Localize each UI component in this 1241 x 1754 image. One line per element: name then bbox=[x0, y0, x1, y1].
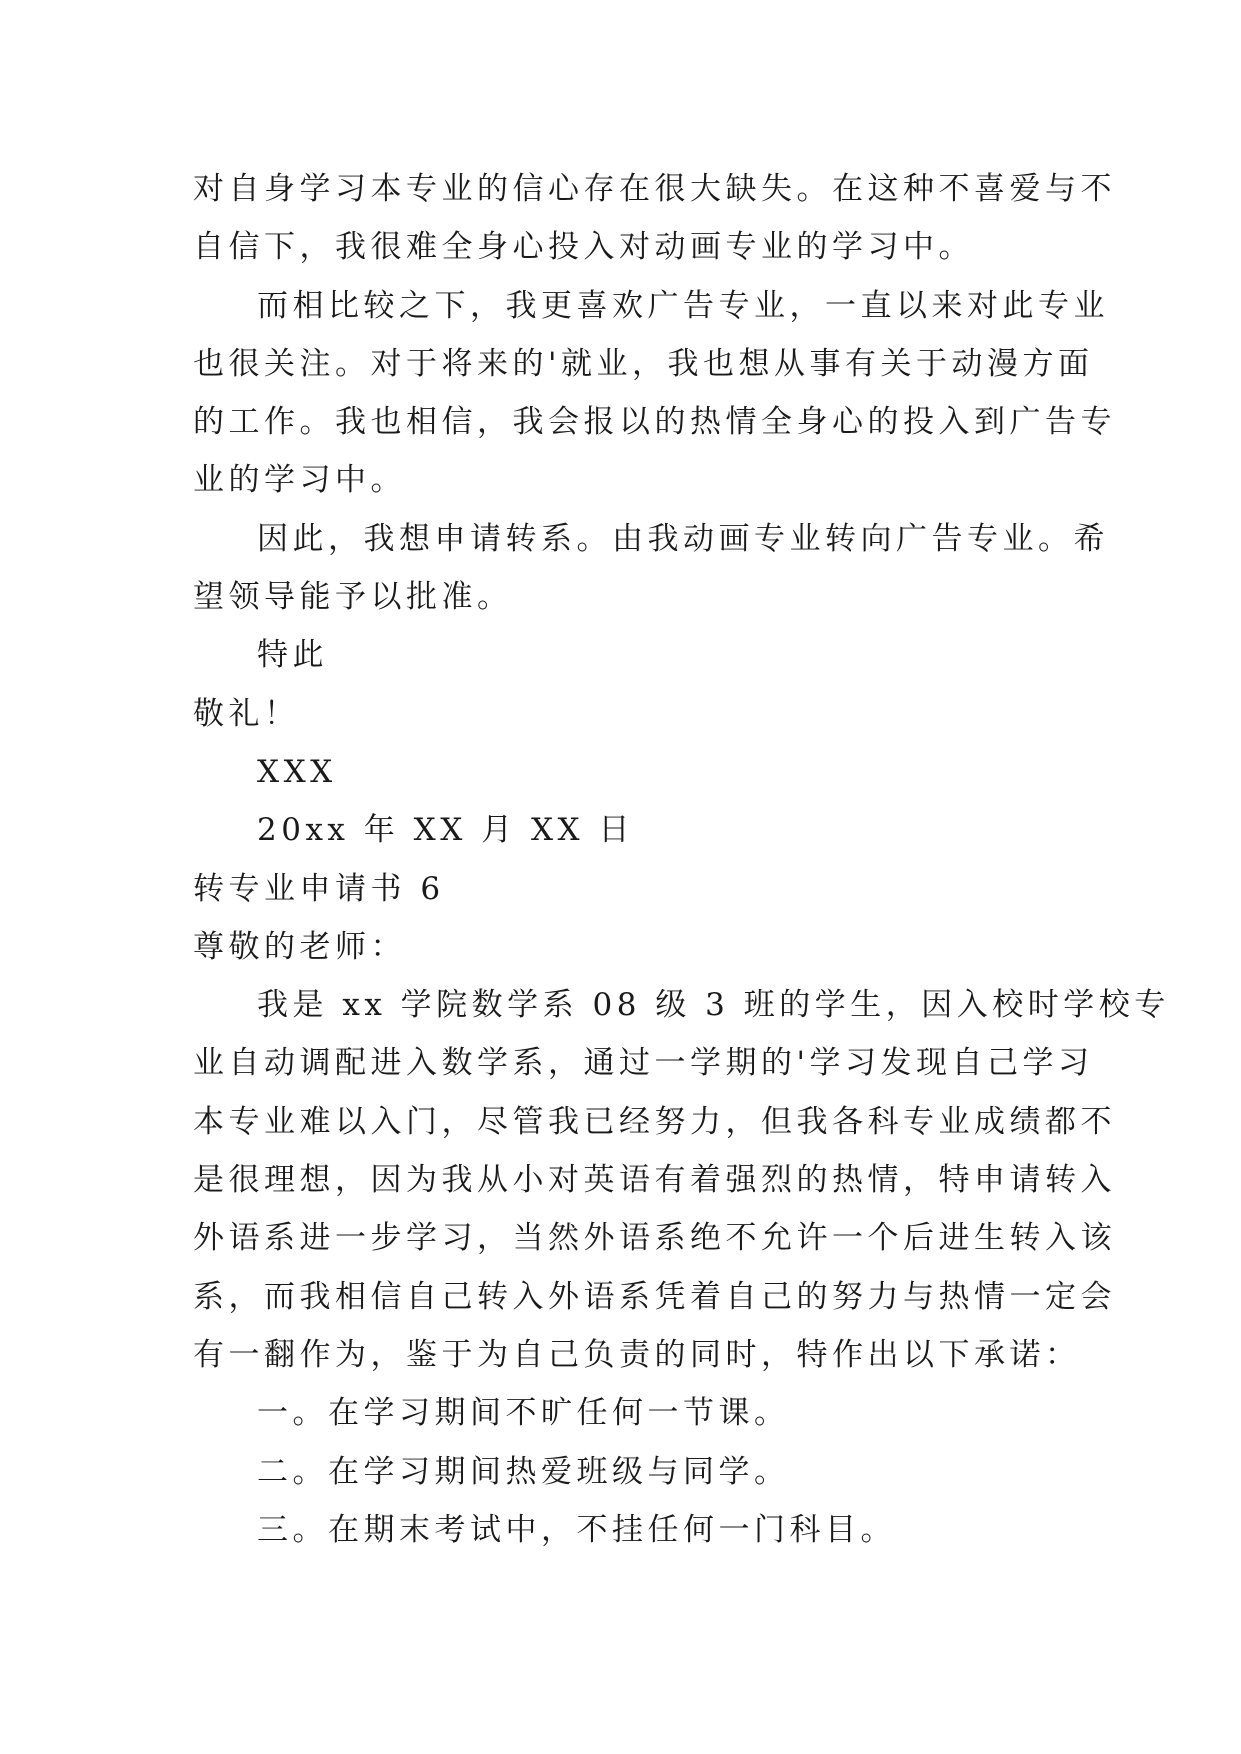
salutation-line: 敬礼！ bbox=[193, 695, 300, 732]
list-item: 一。在学习期间不旷任何一节课。 bbox=[257, 1395, 790, 1432]
closing-line: 特此 bbox=[257, 637, 328, 674]
text-line: 业自动调配进入数学系，通过一学期的'学习发现自己学习 bbox=[193, 1045, 1094, 1082]
text-line: 有一翻作为，鉴于为自己负责的同时，特作出以下承诺： bbox=[193, 1336, 1081, 1373]
text-line: 的工作。我也相信，我会报以的热情全身心的投入到广告专 bbox=[193, 404, 1116, 441]
text-line: 自信下，我很难全身心投入对动画专业的学习中。 bbox=[193, 229, 974, 266]
text-line: 我是 xx 学院数学系 08 级 3 班的学生，因入校时学校专 bbox=[257, 987, 1170, 1024]
list-item: 二。在学习期间热爱班级与同学。 bbox=[257, 1453, 790, 1490]
signature-date: 20xx 年 XX 月 XX 日 bbox=[257, 812, 634, 849]
greeting-line: 尊敬的老师： bbox=[193, 928, 406, 965]
section-title: 转专业申请书 6 bbox=[193, 870, 445, 907]
text-line: 望领导能予以批准。 bbox=[193, 579, 513, 616]
text-line: 外语系进一步学习，当然外语系绝不允许一个后进生转入该 bbox=[193, 1220, 1116, 1257]
text-line: 也很关注。对于将来的'就业，我也想从事有关于动漫方面 bbox=[193, 345, 1094, 382]
text-line: 对自身学习本专业的信心存在很大缺失。在这种不喜爱与不 bbox=[193, 171, 1116, 207]
text-line: 业的学习中。 bbox=[193, 462, 406, 499]
list-item: 三。在期末考试中，不挂任何一门科目。 bbox=[257, 1511, 896, 1548]
document-body bbox=[193, 160, 1170, 1559]
text-line: 是很理想，因为我从小对英语有着强烈的热情，特申请转入 bbox=[193, 1162, 1116, 1199]
text-line: 而相比较之下，我更喜欢广告专业，一直以来对此专业 bbox=[257, 287, 1109, 324]
text-line: 系，而我相信自己转入外语系凭着自己的努力与热情一定会 bbox=[193, 1278, 1116, 1315]
signature-name: XXX bbox=[257, 753, 337, 790]
text-line: 因此，我想申请转系。由我动画专业转向广告专业。希 bbox=[257, 520, 1109, 557]
text-line: 本专业难以入门，尽管我已经努力，但我各科专业成绩都不 bbox=[193, 1103, 1116, 1140]
